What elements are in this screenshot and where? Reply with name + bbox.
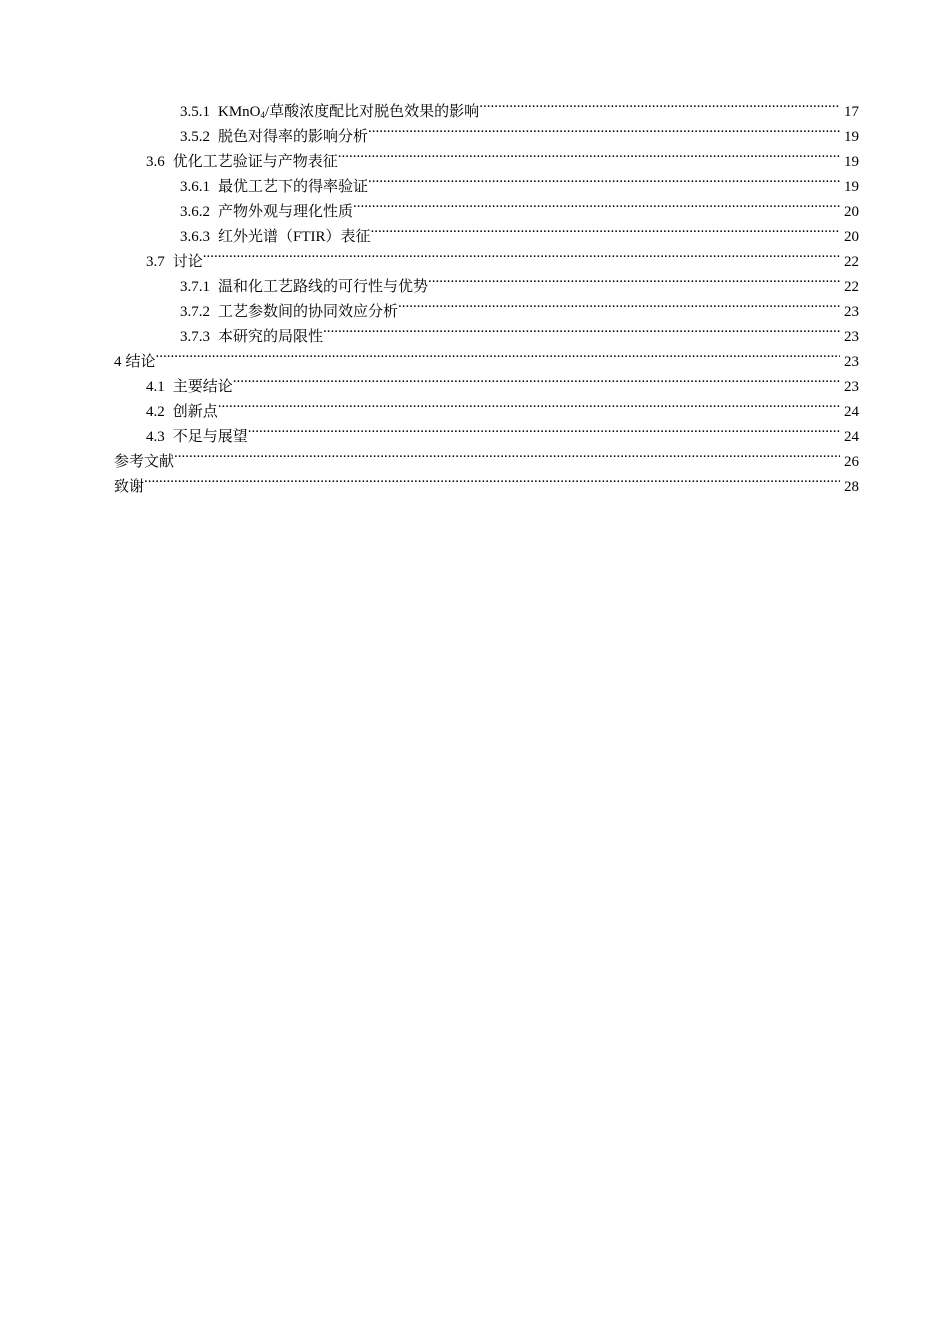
toc-entry-title: 红外光谱（FTIR）表征 [218,229,371,245]
toc-entry-title: 本研究的局限性 [218,329,324,345]
toc-entry[interactable] [180,316,950,345]
toc-entry-number: 3.7.1 [180,279,210,295]
toc-entry-title: KMnO$_4$/草酸浓度配比对脱色效果的影响 [218,104,480,120]
toc-entry-title: 参考文献 [114,454,175,470]
dot-leader [144,466,840,491]
toc-entry-page: 22 [844,279,859,295]
toc-entry[interactable] [146,141,950,170]
toc-entry[interactable] [180,91,950,120]
toc-entry[interactable] [180,116,950,145]
toc-entry-page: 20 [844,204,859,220]
toc-entry-number: 3.5.1 [180,104,210,120]
toc-entry-page: 19 [844,179,859,195]
dot-leader [248,416,840,441]
toc-entry-title: 优化工艺验证与产物表征 [172,154,338,170]
toc-entry-page: 23 [844,329,859,345]
toc-entry-number: 3.7 [146,254,165,270]
toc-entry-page: 23 [844,304,859,320]
toc-entry-title: 工艺参数间的协同效应分析 [218,304,399,320]
toc-entry-page: 19 [844,129,859,145]
toc-entry-title: 致谢 [114,479,145,495]
toc-entry-page: 19 [844,154,859,170]
toc-entry-title: 最优工艺下的得率验证 [218,179,369,195]
toc-entry-title: 不足与展望 [172,429,248,445]
toc-entry-number: 4.1 [146,379,165,395]
dot-leader [398,291,840,316]
toc-entry-number: 3.6.1 [180,179,210,195]
dot-leader [368,116,840,141]
toc-entry-title: 结论 [125,354,156,370]
toc-entry[interactable] [114,341,950,370]
toc-entry[interactable] [114,466,950,495]
dot-leader [428,266,840,291]
dot-leader [323,316,840,341]
toc-entry-page: 20 [844,229,859,245]
toc-entry[interactable] [146,391,950,420]
toc-entry-number: 3.7.3 [180,329,210,345]
dot-leader [233,366,840,391]
dot-leader [338,141,840,166]
toc-entry-page: 23 [844,379,859,395]
dot-leader [156,341,840,366]
dot-leader [371,216,840,241]
toc-entry[interactable] [146,416,950,445]
toc-entry-number: 3.5.2 [180,129,210,145]
toc-entry[interactable] [180,191,950,220]
dot-leader [218,391,840,416]
toc-entry[interactable] [180,216,950,245]
toc-entry-number: 4.2 [146,404,165,420]
toc-entry[interactable] [114,441,950,470]
toc-entry-title: 脱色对得率的影响分析 [218,129,369,145]
toc-entry[interactable] [180,291,950,320]
toc-entry-page: 24 [844,404,859,420]
dot-leader [368,166,840,191]
toc-entry[interactable] [180,266,950,295]
toc-entry-page: 17 [844,104,859,120]
dot-leader [174,441,840,466]
toc-entry-number: 3.6.2 [180,204,210,220]
toc-entry-number: 3.7.2 [180,304,210,320]
toc-entry-title: 温和化工艺路线的可行性与优势 [218,279,429,295]
dot-leader [479,91,840,116]
toc-entry-page: 26 [844,454,859,470]
toc-entry-title: 创新点 [172,404,218,420]
toc-entry-page: 23 [844,354,859,370]
toc-entry-page: 28 [844,479,859,495]
toc-entry[interactable] [146,241,950,270]
toc-entry-title: 主要结论 [172,379,233,395]
dot-leader [203,241,840,266]
toc-entry-number: 4.3 [146,429,165,445]
toc-entry-page: 22 [844,254,859,270]
toc-entry-number: 3.6.3 [180,229,210,245]
toc-entry[interactable] [180,166,950,195]
toc-entry-title: 讨论 [172,254,203,270]
dot-leader [353,191,840,216]
toc-entry[interactable] [146,366,950,395]
table-of-contents [0,91,950,495]
toc-entry-title: 产物外观与理化性质 [218,204,354,220]
toc-entry-page: 24 [844,429,859,445]
toc-entry-number: 4 [114,354,122,370]
toc-entry-number: 3.6 [146,154,165,170]
